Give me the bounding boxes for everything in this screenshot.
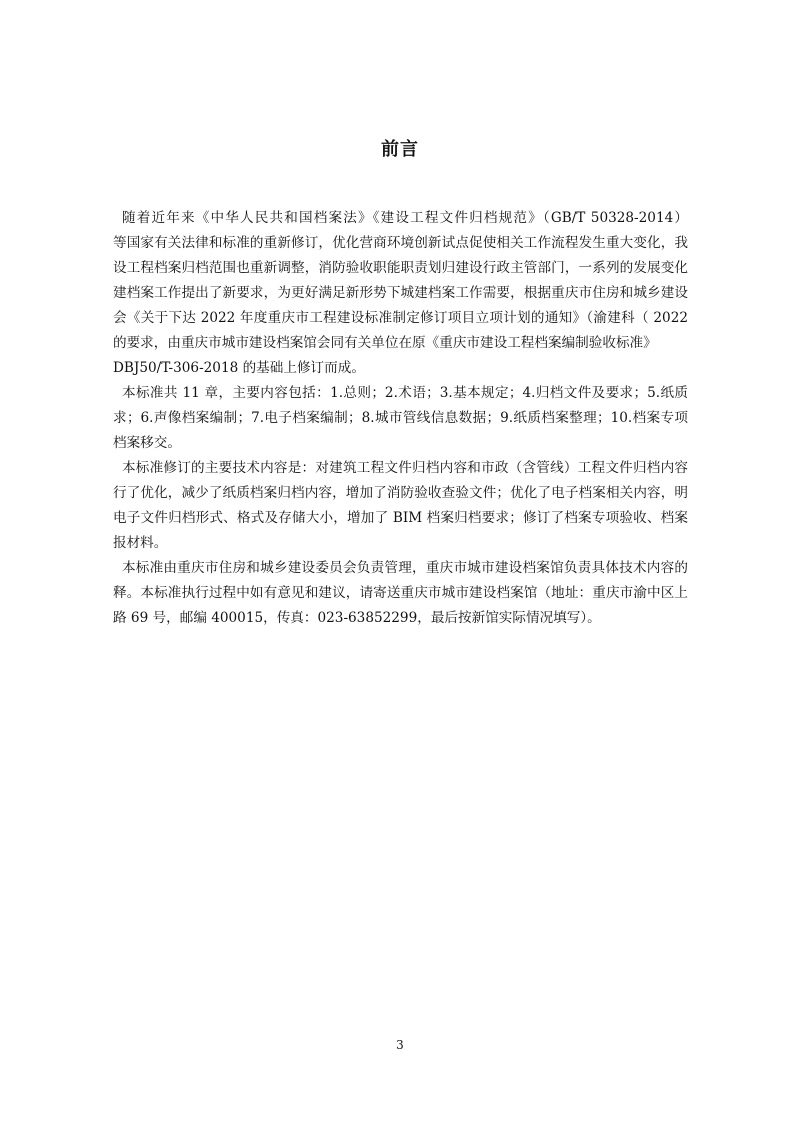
paragraph-line: 行了优化，减少了纸质档案归档内容，增加了消防验收查验文件；优化了电子档案相关内容，明 [113, 485, 688, 501]
paragraph-line: 随着近年来《中华人民共和国档案法》《建设工程文件归档规范》（GB/T 50328-2014） [122, 210, 688, 226]
paragraph-line: DBJ50/T-306-2018 的基础上修订而成。 [113, 360, 365, 376]
paragraph-line: 释。本标准执行过程中如有意见和建议，请寄送重庆市城市建设档案馆（地址：重庆市渝中区上 [113, 585, 688, 601]
paragraph-line: 设工程档案归档范围也重新调整，消防验收职能职责划归建设行政主管部门，一系列的发展变化 [113, 260, 688, 276]
page-title: 前言 [381, 139, 419, 160]
paragraph-line: 本标准由重庆市住房和城乡建设委员会负责管理，重庆市城市建设档案馆负责具体技术内容的 [122, 560, 688, 576]
paragraph-line: 路 69 号，邮编 400015，传真：023-63852299，最后按新馆实际情况填写）。 [113, 610, 601, 626]
paragraph-line: 求；6.声像档案编制；7.电子档案编制；8.城市管线信息数据；9.纸质档案整理；10.档案专项 [113, 410, 688, 426]
paragraph-line: 档案移交。 [113, 435, 181, 451]
page-number: 3 [396, 1038, 404, 1052]
paragraph-line: 电子文件归档形式、格式及存储大小，增加了 BIM 档案归档要求；修订了档案专项验收、档案 [113, 510, 688, 526]
paragraph-line: 的要求，由重庆市城市建设档案馆会同有关单位在原《重庆市建设工程档案编制验收标准》 [113, 335, 657, 351]
paragraph-line: 建档案工作提出了新要求，为更好满足新形势下城建档案工作需要，根据重庆市住房和城乡建设 [113, 285, 688, 301]
paragraph-line: 会《关于下达 2022 年度重庆市工程建设标准制定修订项目立项计划的通知》（渝建科（ 2022 [113, 310, 688, 326]
paragraph-line: 本标准共 11 章，主要内容包括：1.总则；2.术语；3.基本规定；4.归档文件及要求；5.纸质 [122, 385, 688, 401]
paragraph-line: 本标准修订的主要技术内容是：对建筑工程文件归档内容和市政（含管线）工程文件归档内容 [122, 460, 688, 476]
paragraph-line: 报材料。 [113, 535, 168, 551]
paragraph-line: 等国家有关法律和标准的重新修订，优化营商环境创新试点促使相关工作流程发生重大变化，我 [113, 235, 688, 251]
